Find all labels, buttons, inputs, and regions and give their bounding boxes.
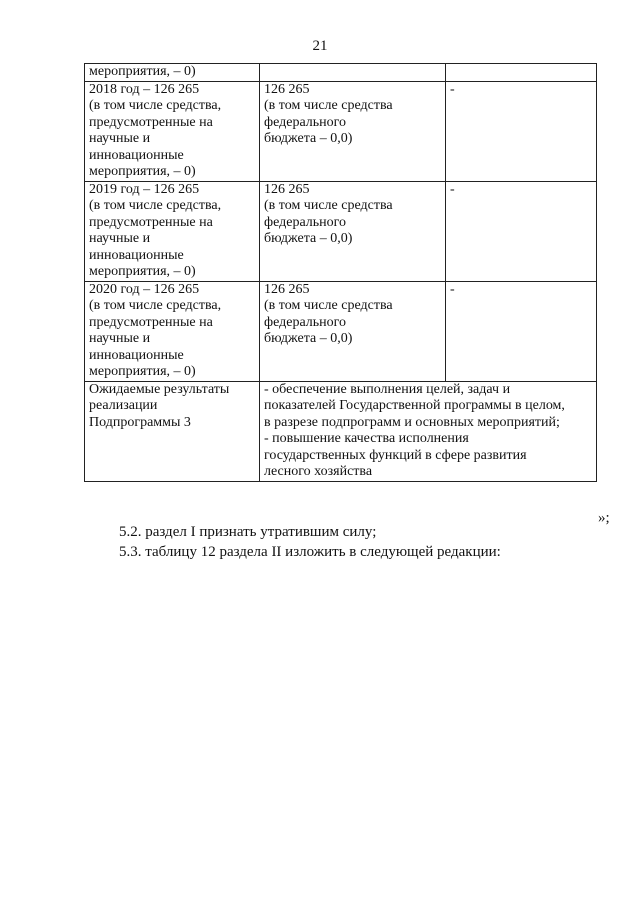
results-row <box>85 381 597 481</box>
table-row <box>85 281 597 381</box>
table-cell <box>260 64 446 82</box>
table-cell: - <box>446 281 597 381</box>
table-cell: - <box>446 181 597 281</box>
page-number: 21 <box>312 38 328 54</box>
paragraph: 5.2. раздел I признать утратившим силу; <box>119 524 377 540</box>
table-cell: 2018 год – 126 265 (в том числе средства, предусмотренные на научные и инновационные мероприятия, – 0) <box>85 81 260 181</box>
funding-table <box>84 63 597 482</box>
table-row <box>85 81 597 181</box>
table-cell: 2019 год – 126 265 (в том числе средства, предусмотренные на научные и инновационные мероприятия, – 0) <box>85 181 260 281</box>
table-cell: - <box>446 81 597 181</box>
results-text: - обеспечение выполнения целей, задач и показателей Государственной программы в целом, в разрезе подпрограмм и основных мероприятий; - повышение качества исполнения государственных функций в сфере развития лесного хозяйства <box>260 381 597 481</box>
table-cell: мероприятия, – 0) <box>85 64 260 82</box>
paragraph: 5.3. таблицу 12 раздела II изложить в следующей редакции: <box>119 544 501 560</box>
results-label: Ожидаемые результаты реализации Подпрограммы 3 <box>85 381 260 481</box>
table-cell: 126 265 (в том числе средства федерального бюджета – 0,0) <box>260 181 446 281</box>
table-row <box>85 181 597 281</box>
table-cell: 2020 год – 126 265 (в том числе средства, предусмотренные на научные и инновационные мероприятия, – 0) <box>85 281 260 381</box>
table-cell: 126 265 (в том числе средства федерального бюджета – 0,0) <box>260 81 446 181</box>
closing-quote: »; <box>598 510 610 526</box>
table-cell: 126 265 (в том числе средства федерального бюджета – 0,0) <box>260 281 446 381</box>
table-cell <box>446 64 597 82</box>
table-row <box>85 64 597 82</box>
